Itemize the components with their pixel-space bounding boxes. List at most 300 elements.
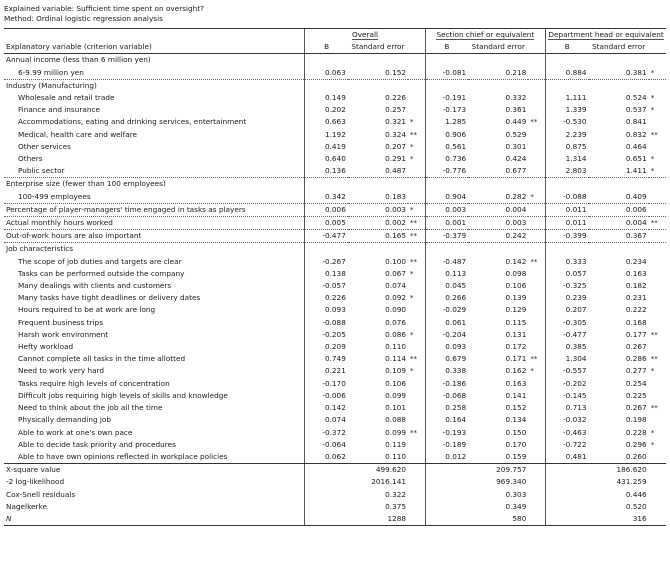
significance bbox=[528, 439, 545, 451]
coef-b: -0.305 bbox=[546, 317, 589, 329]
header-se: Standard error bbox=[589, 41, 649, 54]
std-error: 0.119 bbox=[385, 439, 407, 449]
coef-b: -0.068 bbox=[425, 390, 468, 402]
significance bbox=[528, 268, 545, 280]
significance bbox=[649, 304, 666, 316]
coef-b: 0.258 bbox=[425, 402, 468, 414]
table-row bbox=[4, 304, 666, 316]
row-label: Tasks require high levels of concentration bbox=[18, 378, 170, 388]
significance bbox=[408, 341, 425, 353]
row-label: Difficult jobs requiring high levels of skills and knowledge bbox=[18, 390, 228, 400]
category-row bbox=[4, 243, 666, 256]
statistic-value: 0.520 bbox=[546, 501, 649, 513]
column-header-row bbox=[4, 41, 666, 54]
table-row bbox=[4, 365, 666, 377]
significance: * bbox=[649, 67, 666, 80]
significance bbox=[649, 116, 666, 128]
std-error: 0.172 bbox=[505, 342, 527, 352]
significance: ** bbox=[650, 130, 658, 139]
group-overall: Overall bbox=[305, 29, 425, 42]
std-error: 0.841 bbox=[625, 117, 647, 127]
significance bbox=[528, 451, 545, 464]
statistic-row bbox=[4, 489, 666, 501]
std-error: 0.301 bbox=[505, 141, 527, 151]
significance bbox=[408, 439, 425, 451]
coef-b: 0.266 bbox=[425, 292, 468, 304]
row-label: Hours required to be at work are long bbox=[18, 305, 156, 315]
row-label: Able to decide task priority and procedures bbox=[18, 439, 176, 449]
std-error: 0.487 bbox=[348, 165, 408, 178]
coef-b: 0.001 bbox=[425, 217, 468, 230]
significance: ** bbox=[530, 355, 538, 364]
std-error: 0.092 bbox=[385, 293, 407, 303]
significance bbox=[528, 390, 545, 402]
row-label: Tasks can be performed outside the company bbox=[18, 268, 185, 278]
coef-b: 0.736 bbox=[425, 153, 468, 165]
significance: * bbox=[410, 294, 414, 303]
coef-b: 0.561 bbox=[425, 141, 468, 153]
table-row bbox=[4, 104, 666, 116]
std-error: 0.002 bbox=[348, 217, 408, 230]
std-error: 0.332 bbox=[505, 93, 527, 103]
table-row bbox=[4, 414, 666, 426]
significance bbox=[408, 378, 425, 390]
significance bbox=[408, 390, 425, 402]
std-error: 0.165 bbox=[348, 230, 408, 243]
row-label: Accommodations, eating and drinking services, entertainment bbox=[18, 117, 247, 127]
table-row bbox=[4, 129, 666, 141]
coef-b: 0.221 bbox=[305, 365, 348, 377]
std-error: 0.409 bbox=[589, 191, 649, 204]
significance: ** bbox=[530, 257, 538, 266]
coef-b: 0.138 bbox=[305, 268, 348, 280]
coef-b: 0.062 bbox=[305, 451, 348, 464]
std-error: 0.424 bbox=[505, 154, 527, 164]
significance bbox=[528, 217, 545, 230]
table-row bbox=[4, 256, 666, 268]
row-label: The scope of job duties and targets are clear bbox=[18, 256, 182, 266]
coef-b: 0.012 bbox=[425, 451, 468, 464]
std-error: 0.254 bbox=[625, 378, 647, 388]
significance: ** bbox=[410, 428, 418, 437]
row-label: Frequent business trips bbox=[18, 317, 103, 327]
std-error: 0.537 bbox=[625, 105, 647, 115]
table-row bbox=[4, 439, 666, 451]
significance: ** bbox=[408, 230, 425, 243]
significance bbox=[528, 129, 545, 141]
statistic-row bbox=[4, 501, 666, 513]
significance bbox=[408, 165, 425, 178]
coef-b: -0.487 bbox=[425, 256, 468, 268]
row-label: Other services bbox=[18, 141, 71, 151]
significance bbox=[408, 104, 425, 116]
statistic-row bbox=[4, 476, 666, 488]
row-label: Many tasks have tight deadlines or delivery dates bbox=[18, 293, 201, 303]
coef-b: 1.285 bbox=[425, 116, 468, 128]
coef-b: -0.557 bbox=[546, 365, 589, 377]
significance: * bbox=[650, 94, 655, 103]
statistic-value: 969.340 bbox=[425, 476, 528, 488]
row-label: Need to work very hard bbox=[18, 366, 105, 376]
coef-b: 0.679 bbox=[425, 353, 468, 365]
row-label: Many dealings with clients and customers bbox=[18, 281, 172, 291]
row-label: Public sector bbox=[4, 165, 305, 178]
std-error: 0.257 bbox=[385, 105, 407, 115]
std-error: 0.242 bbox=[468, 230, 528, 243]
significance: ** bbox=[650, 404, 658, 413]
coef-b: 0.713 bbox=[546, 402, 589, 414]
significance: * bbox=[650, 428, 655, 437]
significance bbox=[649, 230, 666, 243]
std-error: 0.361 bbox=[505, 105, 527, 115]
significance bbox=[408, 191, 425, 204]
coef-b: 0.006 bbox=[305, 203, 348, 216]
std-error: 0.291 bbox=[385, 154, 407, 164]
statistic-value: 209.757 bbox=[425, 464, 528, 477]
coef-b: 2.803 bbox=[546, 165, 589, 178]
table-row bbox=[4, 141, 666, 153]
coef-b: 0.333 bbox=[546, 256, 589, 268]
significance bbox=[408, 67, 425, 80]
coef-b: 0.875 bbox=[546, 141, 589, 153]
table-row bbox=[4, 329, 666, 341]
row-label: N bbox=[4, 513, 305, 526]
significance: ** bbox=[650, 330, 658, 339]
significance bbox=[528, 153, 545, 165]
coef-b: 0.063 bbox=[305, 67, 348, 80]
row-label: Physically demanding job bbox=[18, 415, 112, 425]
table-row bbox=[4, 230, 666, 243]
statistic-value: 2016.141 bbox=[305, 476, 408, 488]
significance bbox=[528, 67, 545, 80]
std-error: 0.226 bbox=[385, 93, 407, 103]
significance bbox=[649, 292, 666, 304]
coef-b: 1.314 bbox=[546, 153, 589, 165]
std-error: 0.267 bbox=[625, 403, 647, 413]
table-row bbox=[4, 92, 666, 104]
coef-b: -0.193 bbox=[425, 427, 468, 439]
std-error: 0.076 bbox=[385, 317, 407, 327]
std-error: 0.218 bbox=[468, 67, 528, 80]
std-error: 0.129 bbox=[505, 305, 527, 315]
significance: * bbox=[410, 367, 414, 376]
significance bbox=[649, 317, 666, 329]
std-error: 0.106 bbox=[385, 378, 407, 388]
significance bbox=[408, 451, 425, 464]
significance bbox=[528, 414, 545, 426]
statistic-value: 0.349 bbox=[425, 501, 528, 513]
std-error: 0.090 bbox=[385, 305, 407, 315]
significance bbox=[528, 141, 545, 153]
coef-b: -0.088 bbox=[546, 191, 589, 204]
row-label: -2 log-likelihood bbox=[6, 477, 65, 487]
coef-b: 0.481 bbox=[546, 451, 589, 464]
row-label: Annual income (less than 6 million yen) bbox=[6, 55, 151, 65]
significance bbox=[408, 317, 425, 329]
coef-b: -0.205 bbox=[305, 329, 348, 341]
std-error: 1.411 bbox=[589, 165, 649, 178]
coef-b: -0.477 bbox=[546, 329, 589, 341]
significance: * bbox=[649, 165, 666, 178]
coef-b: 0.209 bbox=[305, 341, 348, 353]
significance: * bbox=[650, 440, 655, 449]
table-row bbox=[4, 378, 666, 390]
row-label: Medical, health care and welfare bbox=[18, 129, 138, 139]
statistic-row bbox=[4, 464, 666, 477]
std-error: 0.260 bbox=[589, 451, 649, 464]
row-label: Job characteristics bbox=[6, 244, 74, 254]
statistic-value: 499.620 bbox=[305, 464, 408, 477]
std-error: 0.282 bbox=[468, 191, 528, 204]
row-label: 100-499 employees bbox=[4, 191, 305, 204]
row-label: Hefty workload bbox=[18, 342, 74, 352]
significance: * bbox=[410, 269, 414, 278]
significance: * bbox=[410, 142, 414, 151]
significance bbox=[528, 280, 545, 292]
coef-b: 1.304 bbox=[546, 353, 589, 365]
coef-b: 0.005 bbox=[305, 217, 348, 230]
significance: ** bbox=[530, 118, 538, 127]
coef-b: 0.003 bbox=[425, 203, 468, 216]
std-error: 0.529 bbox=[505, 129, 527, 139]
significance bbox=[408, 414, 425, 426]
std-error: 0.141 bbox=[505, 390, 527, 400]
table-row bbox=[4, 153, 666, 165]
row-label: Able to work at one's own pace bbox=[18, 427, 133, 437]
significance: ** bbox=[408, 217, 425, 230]
std-error: 0.651 bbox=[625, 154, 647, 164]
coef-b: -0.189 bbox=[425, 439, 468, 451]
row-label: Cox-Snell residuals bbox=[6, 489, 76, 499]
category-row bbox=[4, 178, 666, 191]
std-error: 0.171 bbox=[505, 354, 527, 364]
std-error: 0.004 bbox=[468, 203, 528, 216]
coef-b: -0.186 bbox=[425, 378, 468, 390]
header-se: Standard error bbox=[468, 41, 528, 54]
coef-b: -0.722 bbox=[546, 439, 589, 451]
std-error: 0.139 bbox=[505, 293, 527, 303]
group-department-head: Department head or equivalent bbox=[546, 29, 666, 42]
coef-b: 1.339 bbox=[546, 104, 589, 116]
std-error: 0.832 bbox=[625, 129, 647, 139]
significance bbox=[649, 280, 666, 292]
significance: ** bbox=[410, 130, 418, 139]
std-error: 0.159 bbox=[468, 451, 528, 464]
std-error: 0.101 bbox=[385, 403, 407, 413]
significance: * bbox=[410, 155, 414, 164]
significance: * bbox=[650, 367, 655, 376]
std-error: 0.267 bbox=[625, 342, 647, 352]
std-error: 0.170 bbox=[505, 439, 527, 449]
row-label: Actual monthly hours worked bbox=[4, 217, 305, 230]
table-row bbox=[4, 402, 666, 414]
table-caption bbox=[4, 4, 204, 24]
significance: ** bbox=[650, 355, 658, 364]
row-label: Enterprise size (fewer than 100 employees) bbox=[6, 179, 166, 189]
significance bbox=[649, 390, 666, 402]
row-label: Harsh work environment bbox=[18, 329, 109, 339]
std-error: 0.524 bbox=[625, 93, 647, 103]
coef-b: 0.011 bbox=[546, 217, 589, 230]
std-error: 0.277 bbox=[625, 366, 647, 376]
std-error: 0.110 bbox=[348, 451, 408, 464]
coef-b: -0.463 bbox=[546, 427, 589, 439]
row-label: Finance and insurance bbox=[18, 105, 100, 115]
table-row bbox=[4, 191, 666, 204]
coef-b: -0.776 bbox=[425, 165, 468, 178]
std-error: 0.449 bbox=[505, 117, 527, 127]
method-note: Method: Ordinal logistic regression analysis bbox=[4, 14, 163, 23]
header-b: B bbox=[546, 41, 589, 54]
std-error: 0.464 bbox=[625, 141, 647, 151]
statistic-value: 0.446 bbox=[546, 489, 649, 501]
coef-b: 0.093 bbox=[425, 341, 468, 353]
coef-b: -0.325 bbox=[546, 280, 589, 292]
coef-b: -0.530 bbox=[546, 116, 589, 128]
std-error: 0.115 bbox=[505, 317, 527, 327]
table-row bbox=[4, 451, 666, 464]
coef-b: 1.192 bbox=[305, 129, 348, 141]
coef-b: 0.419 bbox=[305, 141, 348, 153]
coef-b: 0.045 bbox=[425, 280, 468, 292]
coef-b: -0.057 bbox=[305, 280, 348, 292]
coef-b: 0.904 bbox=[425, 191, 468, 204]
significance bbox=[528, 304, 545, 316]
table-row bbox=[4, 67, 666, 80]
std-error: 0.100 bbox=[385, 256, 407, 266]
coef-b: -0.379 bbox=[425, 230, 468, 243]
significance bbox=[528, 341, 545, 353]
header-b: B bbox=[305, 41, 348, 54]
significance bbox=[528, 317, 545, 329]
header-se: Standard error bbox=[348, 41, 408, 54]
significance bbox=[408, 304, 425, 316]
significance bbox=[649, 378, 666, 390]
coef-b: 2.239 bbox=[546, 129, 589, 141]
table-row bbox=[4, 203, 666, 216]
coef-b: 0.663 bbox=[305, 116, 348, 128]
std-error: 0.677 bbox=[468, 165, 528, 178]
coef-b: 0.164 bbox=[425, 414, 468, 426]
coef-b: 1.111 bbox=[546, 92, 589, 104]
std-error: 0.228 bbox=[625, 427, 647, 437]
table-row bbox=[4, 317, 666, 329]
std-error: 0.182 bbox=[625, 281, 647, 291]
std-error: 0.152 bbox=[348, 67, 408, 80]
std-error: 0.110 bbox=[385, 342, 407, 352]
coef-b: 0.338 bbox=[425, 365, 468, 377]
significance bbox=[649, 256, 666, 268]
row-label: Wholesale and retail trade bbox=[18, 93, 115, 103]
std-error: 0.231 bbox=[625, 293, 647, 303]
std-error: 0.324 bbox=[385, 129, 407, 139]
std-error: 0.207 bbox=[385, 141, 407, 151]
std-error: 0.098 bbox=[505, 268, 527, 278]
significance bbox=[649, 141, 666, 153]
significance: * bbox=[410, 330, 414, 339]
coef-b: 0.342 bbox=[305, 191, 348, 204]
coef-b: 0.011 bbox=[546, 203, 589, 216]
significance bbox=[649, 414, 666, 426]
coef-b: 0.640 bbox=[305, 153, 348, 165]
significance: * bbox=[650, 106, 655, 115]
std-error: 0.088 bbox=[385, 415, 407, 425]
coef-b: -0.145 bbox=[546, 390, 589, 402]
coef-b: 0.202 bbox=[305, 104, 348, 116]
coef-b: -0.006 bbox=[305, 390, 348, 402]
coef-b: 0.149 bbox=[305, 92, 348, 104]
header-b: B bbox=[425, 41, 468, 54]
row-label: Industry (Manufacturing) bbox=[6, 80, 97, 90]
significance bbox=[528, 165, 545, 178]
std-error: 0.168 bbox=[625, 317, 647, 327]
table-row bbox=[4, 341, 666, 353]
std-error: 0.067 bbox=[385, 268, 407, 278]
significance bbox=[408, 280, 425, 292]
statistic-value: 1288 bbox=[305, 513, 408, 526]
row-label: Percentage of player-managers' time engaged in tasks as players bbox=[4, 203, 305, 216]
statistic-value: 0.375 bbox=[305, 501, 408, 513]
coef-b: 0.906 bbox=[425, 129, 468, 141]
significance: * bbox=[530, 367, 534, 376]
coef-b: -0.372 bbox=[305, 427, 348, 439]
significance bbox=[649, 203, 666, 216]
coef-b: 0.074 bbox=[305, 414, 348, 426]
significance bbox=[528, 427, 545, 439]
row-label: Others bbox=[18, 154, 43, 164]
coef-b: -0.399 bbox=[546, 230, 589, 243]
significance bbox=[528, 292, 545, 304]
coef-b: -0.202 bbox=[546, 378, 589, 390]
statistic-value: 431.259 bbox=[546, 476, 649, 488]
std-error: 0.177 bbox=[625, 329, 647, 339]
significance: * bbox=[410, 118, 414, 127]
row-label: 6-9.99 million yen bbox=[4, 67, 305, 80]
significance bbox=[528, 329, 545, 341]
group-section-chief: Section chief or equivalent bbox=[425, 29, 545, 42]
significance bbox=[649, 191, 666, 204]
significance bbox=[528, 92, 545, 104]
regression-table bbox=[4, 28, 666, 526]
statistic-value: 580 bbox=[425, 513, 528, 526]
coef-b: 0.749 bbox=[305, 353, 348, 365]
category-row bbox=[4, 54, 666, 67]
std-error: 0.006 bbox=[589, 203, 649, 216]
std-error: 0.162 bbox=[505, 366, 527, 376]
significance bbox=[649, 268, 666, 280]
statistic-row bbox=[4, 513, 666, 526]
table-row bbox=[4, 268, 666, 280]
std-error: 0.286 bbox=[625, 354, 647, 364]
statistic-value: 186.620 bbox=[546, 464, 649, 477]
table-row bbox=[4, 390, 666, 402]
coef-b: 0.057 bbox=[546, 268, 589, 280]
coef-b: 0.142 bbox=[305, 402, 348, 414]
coef-b: -0.088 bbox=[305, 317, 348, 329]
coef-b: -0.267 bbox=[305, 256, 348, 268]
std-error: 0.198 bbox=[625, 415, 647, 425]
significance bbox=[528, 104, 545, 116]
coef-b: -0.204 bbox=[425, 329, 468, 341]
statistic-value: 0.303 bbox=[425, 489, 528, 501]
coef-b: -0.064 bbox=[305, 439, 348, 451]
table-row bbox=[4, 353, 666, 365]
coef-b: 0.385 bbox=[546, 341, 589, 353]
coef-b: -0.477 bbox=[305, 230, 348, 243]
row-label: Cannot complete all tasks in the time allotted bbox=[18, 354, 186, 364]
coef-b: 0.226 bbox=[305, 292, 348, 304]
std-error: 0.106 bbox=[505, 281, 527, 291]
